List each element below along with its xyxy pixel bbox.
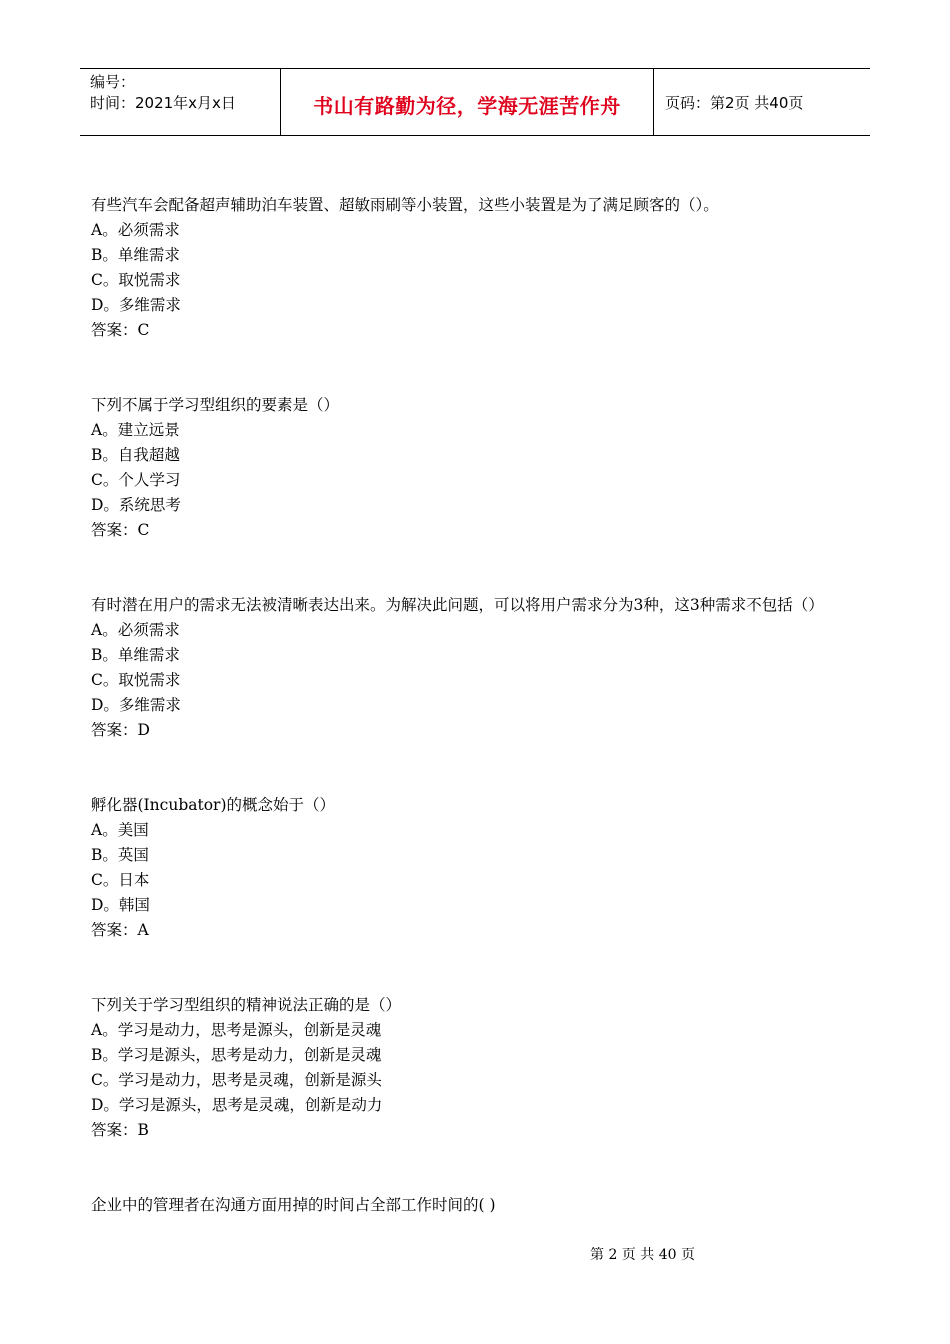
option-d: D。多维需求 xyxy=(91,696,181,714)
header-motto: 书山有路勤为径，学海无涯苦作舟 xyxy=(313,93,621,118)
option-b: B。单维需求 xyxy=(91,246,180,264)
question-item xyxy=(91,393,866,543)
option-b: B。单维需求 xyxy=(91,646,180,664)
question-text: 孵化器(Incubator)的概念始于（） xyxy=(91,796,335,814)
option-c: C。日本 xyxy=(91,871,150,889)
question-item xyxy=(91,593,866,743)
question-list xyxy=(91,193,866,1218)
header-meta-cell xyxy=(80,69,281,135)
answer-text: 答案：C xyxy=(91,321,150,339)
header-page-cell xyxy=(654,69,870,135)
option-d: D。学习是源头，思考是灵魂，创新是动力 xyxy=(91,1096,383,1114)
question-text: 有时潜在用户的需求无法被清晰表达出来。为解决此问题，可以将用户需求分为3种，这3种需求不包括（） xyxy=(91,596,824,614)
option-a: A。美国 xyxy=(91,821,149,839)
question-item xyxy=(91,993,866,1143)
option-a: A。必须需求 xyxy=(91,621,180,639)
option-c: C。取悦需求 xyxy=(91,671,181,689)
option-c: C。取悦需求 xyxy=(91,271,181,289)
document-time-label: 时间：2021年x月x日 xyxy=(90,94,236,112)
option-b: B。自我超越 xyxy=(91,446,180,464)
answer-text: 答案：D xyxy=(91,721,150,739)
question-text: 下列不属于学习型组织的要素是（） xyxy=(91,396,340,414)
header-page-info: 页码：第2页 共40页 xyxy=(665,93,804,112)
page-header xyxy=(80,68,870,136)
question-item xyxy=(91,1193,866,1218)
option-c: C。个人学习 xyxy=(91,471,181,489)
question-item xyxy=(91,193,866,343)
option-d: D。多维需求 xyxy=(91,296,181,314)
option-c: C。学习是动力，思考是灵魂，创新是源头 xyxy=(91,1071,382,1089)
question-item xyxy=(91,793,866,943)
question-text: 企业中的管理者在沟通方面用掉的时间占全部工作时间的( ) xyxy=(91,1196,496,1214)
answer-text: 答案：A xyxy=(91,921,149,939)
footer-page-number: 第 2 页 共 40 页 xyxy=(590,1247,695,1263)
option-b: B。学习是源头，思考是动力，创新是灵魂 xyxy=(91,1046,382,1064)
answer-text: 答案：C xyxy=(91,521,150,539)
option-a: A。建立远景 xyxy=(91,421,180,439)
page-footer xyxy=(0,1244,950,1264)
option-a: A。必须需求 xyxy=(91,221,180,239)
answer-text: 答案：B xyxy=(91,1121,149,1139)
option-d: D。韩国 xyxy=(91,896,150,914)
option-a: A。学习是动力，思考是源头，创新是灵魂 xyxy=(91,1021,382,1039)
question-text: 有些汽车会配备超声辅助泊车装置、超敏雨刷等小装置，这些小装置是为了满足顾客的（）。 xyxy=(91,196,719,214)
document-number-label: 编号： xyxy=(90,73,136,91)
header-motto-cell xyxy=(281,69,654,135)
option-b: B。英国 xyxy=(91,846,149,864)
option-d: D。系统思考 xyxy=(91,496,181,514)
question-text: 下列关于学习型组织的精神说法正确的是（） xyxy=(91,996,402,1014)
